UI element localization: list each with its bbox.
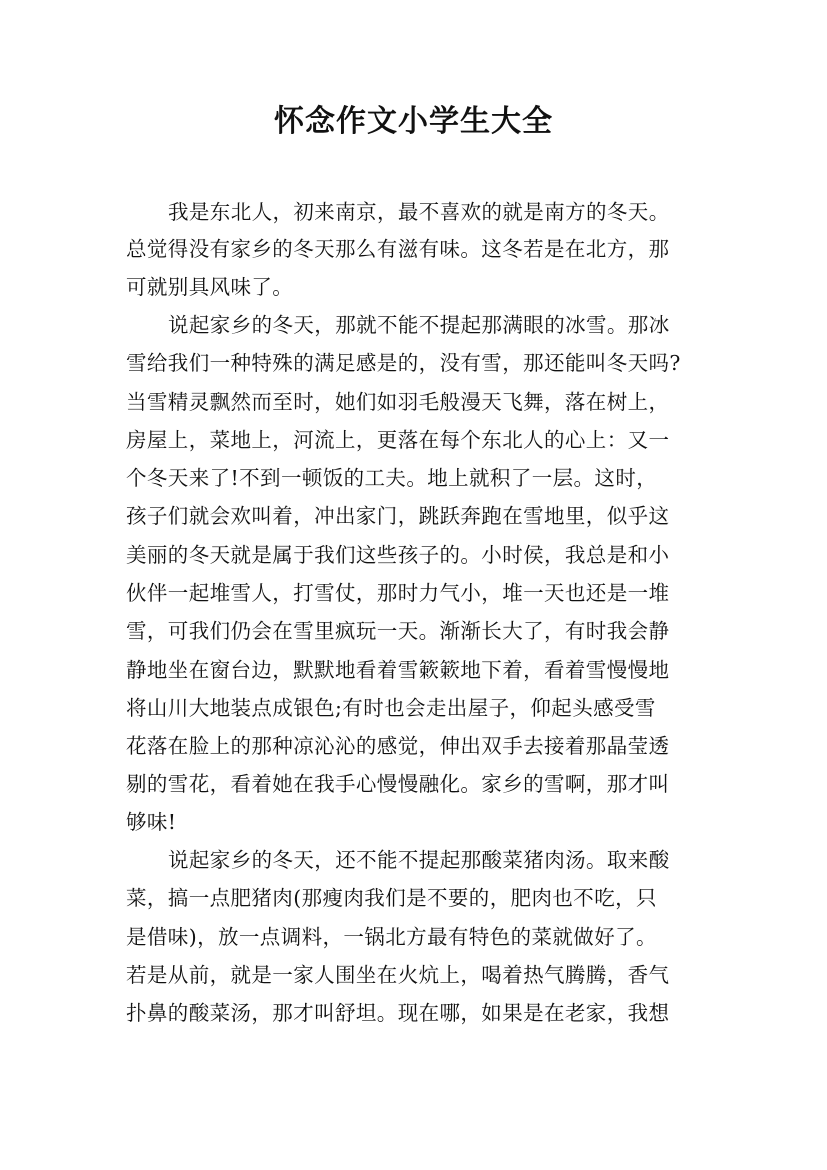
paragraph-1-line-1: 我是东北人，初来南京，最不喜欢的就是南方的冬天。 xyxy=(168,200,670,224)
paragraph-2-line-5: 个冬天来了!不到一顿饭的工夫。地上就积了一层。这时， xyxy=(126,466,658,490)
paragraph-2-line-3: 当雪精灵飘然而至时，她们如羽毛般漫天飞舞，落在树上， xyxy=(126,390,670,414)
paragraph-2-line-8: 伙伴一起堆雪人，打雪仗，那时力气小，堆一天也还是一堆 xyxy=(126,581,670,605)
paragraph-3-line-2: 菜，搞一点肥猪肉(那瘦肉我们是不要的，肥肉也不吃，只 xyxy=(126,886,657,910)
paragraph-2-line-7: 美丽的冬天就是属于我们这些孩子的。小时侯，我总是和小 xyxy=(126,543,670,567)
paragraph-2-line-1: 说起家乡的冬天，那就不能不提起那满眼的冰雪。那冰 xyxy=(168,313,670,337)
paragraph-3-line-3: 是借味)，放一点调料，一锅北方最有特色的菜就做好了。 xyxy=(126,925,657,949)
document-title: 怀念作文小学生大全 xyxy=(274,104,553,139)
paragraph-1-line-2: 总觉得没有家乡的冬天那么有滋有味。这冬若是在北方，那 xyxy=(126,237,670,261)
paragraph-2-line-11: 将山川大地装点成银色;有时也会走出屋子，仰起头感受雪 xyxy=(126,696,656,720)
paragraph-3-line-1: 说起家乡的冬天，还不能不提起那酸菜猪肉汤。取来酸 xyxy=(168,848,670,872)
paragraph-2-line-6: 孩子们就会欢叫着，冲出家门，跳跃奔跑在雪地里，似乎这 xyxy=(126,504,670,528)
paragraph-3-line-4: 若是从前，就是一家人围坐在火炕上，喝着热气腾腾，香气 xyxy=(126,963,670,987)
paragraph-2-line-12: 花落在脸上的那种凉沁沁的感觉，伸出双手去接着那晶莹透 xyxy=(126,734,670,758)
paragraph-2-line-13: 剔的雪花，看着她在我手心慢慢融化。家乡的雪啊，那才叫 xyxy=(126,772,670,796)
paragraph-3-line-5: 扑鼻的酸菜汤，那才叫舒坦。现在哪，如果是在老家，我想 xyxy=(126,1001,670,1025)
paragraph-1-line-3: 可就别具风味了。 xyxy=(126,275,294,299)
paragraph-2-line-2: 雪给我们一种特殊的满足感是的，没有雪，那还能叫冬天吗? xyxy=(126,351,681,375)
paragraph-2-line-14: 够味! xyxy=(126,810,177,834)
paragraph-2-line-9: 雪，可我们仍会在雪里疯玩一天。渐渐长大了，有时我会静 xyxy=(126,619,670,643)
paragraph-2-line-10: 静地坐在窗台边，默默地看着雪簌簌地下着，看着雪慢慢地 xyxy=(126,658,670,682)
paragraph-2-line-4: 房屋上，菜地上，河流上，更落在每个东北人的心上：又一 xyxy=(126,428,670,452)
